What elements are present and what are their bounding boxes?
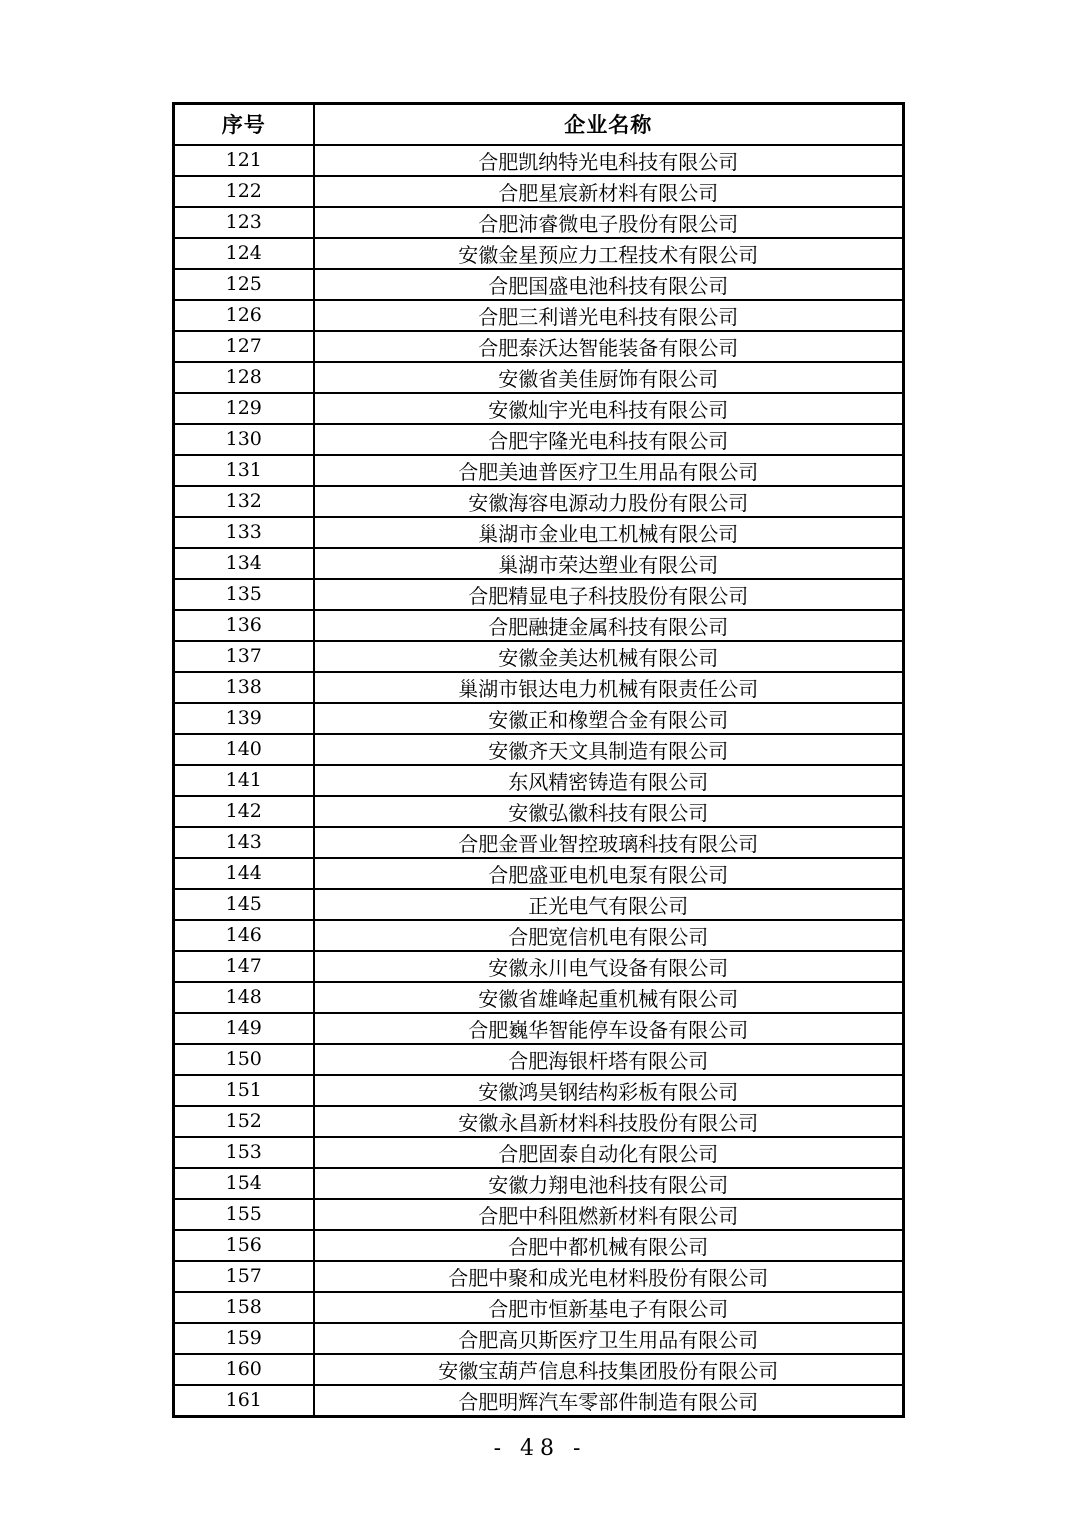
table-row (174, 1292, 904, 1323)
serial-cell: 138 (174, 672, 314, 703)
company-name-cell: 合肥市恒新基电子有限公司 (314, 1292, 904, 1323)
table-row (174, 1261, 904, 1292)
serial-cell: 124 (174, 238, 314, 269)
table-row (174, 1075, 904, 1106)
serial-cell: 128 (174, 362, 314, 393)
table-row (174, 393, 904, 424)
table-row (174, 207, 904, 238)
table-row (174, 827, 904, 858)
serial-cell: 122 (174, 176, 314, 207)
company-name-cell: 安徽齐天文具制造有限公司 (314, 734, 904, 765)
table-row (174, 858, 904, 889)
table-row (174, 1106, 904, 1137)
serial-cell: 147 (174, 951, 314, 982)
serial-cell: 161 (174, 1385, 314, 1417)
company-name-cell: 合肥巍华智能停车设备有限公司 (314, 1013, 904, 1044)
serial-cell: 130 (174, 424, 314, 455)
serial-cell: 159 (174, 1323, 314, 1354)
company-name-cell: 安徽永昌新材料科技股份有限公司 (314, 1106, 904, 1137)
column-header-serial: 序号 (174, 104, 314, 145)
serial-cell: 150 (174, 1044, 314, 1075)
company-name-cell: 合肥中聚和成光电材料股份有限公司 (314, 1261, 904, 1292)
column-header-company: 企业名称 (314, 104, 904, 145)
company-name-cell: 安徽省雄峰起重机械有限公司 (314, 982, 904, 1013)
serial-cell: 136 (174, 610, 314, 641)
company-name-cell: 合肥宽信机电有限公司 (314, 920, 904, 951)
serial-cell: 132 (174, 486, 314, 517)
table-row (174, 455, 904, 486)
serial-cell: 146 (174, 920, 314, 951)
company-name-cell: 合肥中科阻燃新材料有限公司 (314, 1199, 904, 1230)
company-name-cell: 安徽金星预应力工程技术有限公司 (314, 238, 904, 269)
table-row (174, 1354, 904, 1385)
table-row (174, 1168, 904, 1199)
company-name-cell: 合肥国盛电池科技有限公司 (314, 269, 904, 300)
table-row (174, 1385, 904, 1417)
table-row (174, 300, 904, 331)
page-number: - 48 - (493, 1436, 587, 1461)
serial-cell: 153 (174, 1137, 314, 1168)
serial-cell: 125 (174, 269, 314, 300)
serial-cell: 121 (174, 145, 314, 176)
company-name-cell: 安徽永川电气设备有限公司 (314, 951, 904, 982)
table-row (174, 238, 904, 269)
serial-cell: 143 (174, 827, 314, 858)
table-row (174, 517, 904, 548)
table-row (174, 982, 904, 1013)
table-row (174, 176, 904, 207)
table-row (174, 362, 904, 393)
table-row (174, 641, 904, 672)
company-name-cell: 巢湖市金业电工机械有限公司 (314, 517, 904, 548)
table-row (174, 734, 904, 765)
serial-cell: 134 (174, 548, 314, 579)
table-row (174, 610, 904, 641)
table-row (174, 1230, 904, 1261)
company-name-cell: 巢湖市荣达塑业有限公司 (314, 548, 904, 579)
serial-cell: 151 (174, 1075, 314, 1106)
company-name-cell: 正光电气有限公司 (314, 889, 904, 920)
company-name-cell: 合肥海银杆塔有限公司 (314, 1044, 904, 1075)
company-name-cell: 东风精密铸造有限公司 (314, 765, 904, 796)
company-name-cell: 合肥沛睿微电子股份有限公司 (314, 207, 904, 238)
table-row (174, 672, 904, 703)
table-row (174, 951, 904, 982)
company-name-cell: 安徽正和橡塑合金有限公司 (314, 703, 904, 734)
table-row (174, 1013, 904, 1044)
company-table (172, 102, 905, 1418)
serial-cell: 149 (174, 1013, 314, 1044)
serial-cell: 142 (174, 796, 314, 827)
company-name-cell: 合肥三利谱光电科技有限公司 (314, 300, 904, 331)
company-name-cell: 合肥凯纳特光电科技有限公司 (314, 145, 904, 176)
company-name-cell: 安徽弘徽科技有限公司 (314, 796, 904, 827)
serial-cell: 137 (174, 641, 314, 672)
serial-cell: 129 (174, 393, 314, 424)
serial-cell: 157 (174, 1261, 314, 1292)
serial-cell: 126 (174, 300, 314, 331)
serial-cell: 155 (174, 1199, 314, 1230)
serial-cell: 133 (174, 517, 314, 548)
table-row (174, 269, 904, 300)
table-row (174, 796, 904, 827)
table-row (174, 1199, 904, 1230)
company-name-cell: 安徽海容电源动力股份有限公司 (314, 486, 904, 517)
table-row (174, 424, 904, 455)
company-name-cell: 合肥高贝斯医疗卫生用品有限公司 (314, 1323, 904, 1354)
company-name-cell: 合肥星宸新材料有限公司 (314, 176, 904, 207)
serial-cell: 123 (174, 207, 314, 238)
table-row (174, 765, 904, 796)
table-row (174, 1044, 904, 1075)
table-row (174, 1137, 904, 1168)
table-row (174, 703, 904, 734)
serial-cell: 140 (174, 734, 314, 765)
company-name-cell: 合肥盛亚电机电泵有限公司 (314, 858, 904, 889)
serial-cell: 145 (174, 889, 314, 920)
serial-cell: 152 (174, 1106, 314, 1137)
company-name-cell: 安徽力翔电池科技有限公司 (314, 1168, 904, 1199)
company-name-cell: 安徽宝葫芦信息科技集团股份有限公司 (314, 1354, 904, 1385)
company-name-cell: 合肥美迪普医疗卫生用品有限公司 (314, 455, 904, 486)
company-name-cell: 安徽省美佳厨饰有限公司 (314, 362, 904, 393)
serial-cell: 135 (174, 579, 314, 610)
company-name-cell: 合肥融捷金属科技有限公司 (314, 610, 904, 641)
serial-cell: 148 (174, 982, 314, 1013)
serial-cell: 154 (174, 1168, 314, 1199)
serial-cell: 160 (174, 1354, 314, 1385)
table-row (174, 920, 904, 951)
table-row (174, 145, 904, 176)
table-row (174, 331, 904, 362)
header-row (174, 104, 904, 145)
table-row (174, 548, 904, 579)
table-body (174, 145, 904, 1417)
serial-cell: 156 (174, 1230, 314, 1261)
company-name-cell: 合肥泰沃达智能装备有限公司 (314, 331, 904, 362)
company-name-cell: 合肥精显电子科技股份有限公司 (314, 579, 904, 610)
serial-cell: 139 (174, 703, 314, 734)
company-name-cell: 安徽金美达机械有限公司 (314, 641, 904, 672)
table-row (174, 889, 904, 920)
table-row (174, 486, 904, 517)
table-row (174, 579, 904, 610)
company-name-cell: 巢湖市银达电力机械有限责任公司 (314, 672, 904, 703)
table-row (174, 1323, 904, 1354)
company-name-cell: 合肥固泰自动化有限公司 (314, 1137, 904, 1168)
company-name-cell: 合肥宇隆光电科技有限公司 (314, 424, 904, 455)
company-name-cell: 合肥金晋业智控玻璃科技有限公司 (314, 827, 904, 858)
company-name-cell: 安徽鸿昊钢结构彩板有限公司 (314, 1075, 904, 1106)
table-header (174, 104, 904, 145)
serial-cell: 141 (174, 765, 314, 796)
company-name-cell: 安徽灿宇光电科技有限公司 (314, 393, 904, 424)
serial-cell: 144 (174, 858, 314, 889)
company-name-cell: 合肥明辉汽车零部件制造有限公司 (314, 1385, 904, 1417)
serial-cell: 131 (174, 455, 314, 486)
serial-cell: 158 (174, 1292, 314, 1323)
company-name-cell: 合肥中都机械有限公司 (314, 1230, 904, 1261)
serial-cell: 127 (174, 331, 314, 362)
